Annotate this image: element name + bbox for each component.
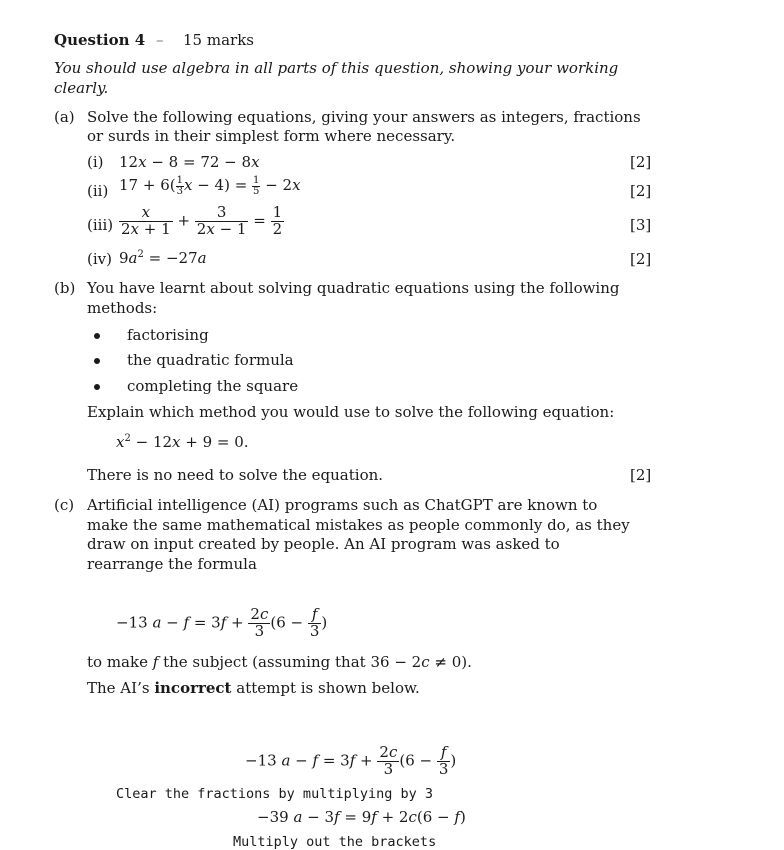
intro-line-2: clearly. xyxy=(54,79,109,97)
ai-step-1-text: Clear the fractions by multiplying by 3 xyxy=(116,786,433,802)
part-b-line-1: You have learnt about solving quadratic equations using the following xyxy=(87,279,620,297)
item-iv-label: (iv) xyxy=(87,250,112,268)
ai-step-2-text: Multiply out the brackets xyxy=(233,834,437,850)
mark-i: [2] xyxy=(630,153,652,171)
method-item: factorising xyxy=(127,326,209,344)
ai-incorrect-line: The AI’s incorrect attempt is shown below. xyxy=(87,679,420,697)
formula-to-rearrange: −13 a − f = 3f + $\frac{2c}{3}$ (6 − $\frac{f}{3}$ ) xyxy=(116,605,328,640)
ai-step-formula: −13 a − f = 3f + $\frac{2c}{3}$ (6 − $\frac{f}{3}$ ) xyxy=(245,743,457,778)
bullet-icon xyxy=(94,384,100,390)
ai-step-1-result: −39 a − 3f = 9f + 2c(6 − f) xyxy=(257,808,466,826)
part-b-no-need: There is no need to solve the equation. xyxy=(87,466,384,484)
equation-iv: $9a^2 = -27a$ xyxy=(119,249,207,267)
equation-i: 12x − 8 = 72 − 8x xyxy=(119,153,260,171)
bullet-icon xyxy=(94,333,100,339)
question-title: Question 4 xyxy=(54,31,146,49)
mark-b: [2] xyxy=(630,466,652,484)
intro-line-1: You should use algebra in all parts of this question, showing your working xyxy=(54,59,619,77)
method-item: the quadratic formula xyxy=(127,351,294,369)
part-c-line-3: draw on input created by people. An AI program was asked to xyxy=(87,535,560,553)
part-a-line-1: Solve the following equations, giving your answers as integers, fractions xyxy=(87,108,641,126)
part-b-label: (b) xyxy=(54,279,76,297)
equation-ii: 17 + 6( $\frac{1}{3}$ x − 4) = $\frac{1}{5}$ − 2x xyxy=(119,175,301,197)
mark-iv: [2] xyxy=(630,250,652,268)
bullet-icon xyxy=(94,358,100,364)
item-i-label: (i) xyxy=(87,153,104,171)
make-subject-line: to make f the subject (assuming that 36 − 2c ≠ 0). xyxy=(87,653,472,671)
mark-ii: [2] xyxy=(630,182,652,200)
question-marks: 15 marks xyxy=(183,31,254,49)
part-a-line-2: or surds in their simplest form where necessary. xyxy=(87,127,456,145)
part-c-label: (c) xyxy=(54,496,75,514)
title-dash: – xyxy=(156,31,164,49)
part-a-label: (a) xyxy=(54,108,75,126)
method-item: completing the square xyxy=(127,377,299,395)
quadratic-equation: $x^2 - 12x + 9 = 0$. xyxy=(116,433,249,451)
mark-iii: [3] xyxy=(630,216,652,234)
part-c-line-1: Artificial intelligence (AI) programs such as ChatGPT are known to xyxy=(87,496,598,514)
part-b-explain: Explain which method you would use to solve the following equation: xyxy=(87,403,615,421)
item-iii-label: (iii) xyxy=(87,216,114,234)
part-c-line-4: rearrange the formula xyxy=(87,555,257,573)
equation-iii: $\frac{x}{2x + 1}$ + $\frac{3}{2x - 1}$ = $\frac{1}{2}$ xyxy=(121,203,283,238)
part-b-line-2: methods: xyxy=(87,299,158,317)
item-ii-label: (ii) xyxy=(87,182,109,200)
part-c-line-2: make the same mathematical mistakes as people commonly do, as they xyxy=(87,516,630,534)
